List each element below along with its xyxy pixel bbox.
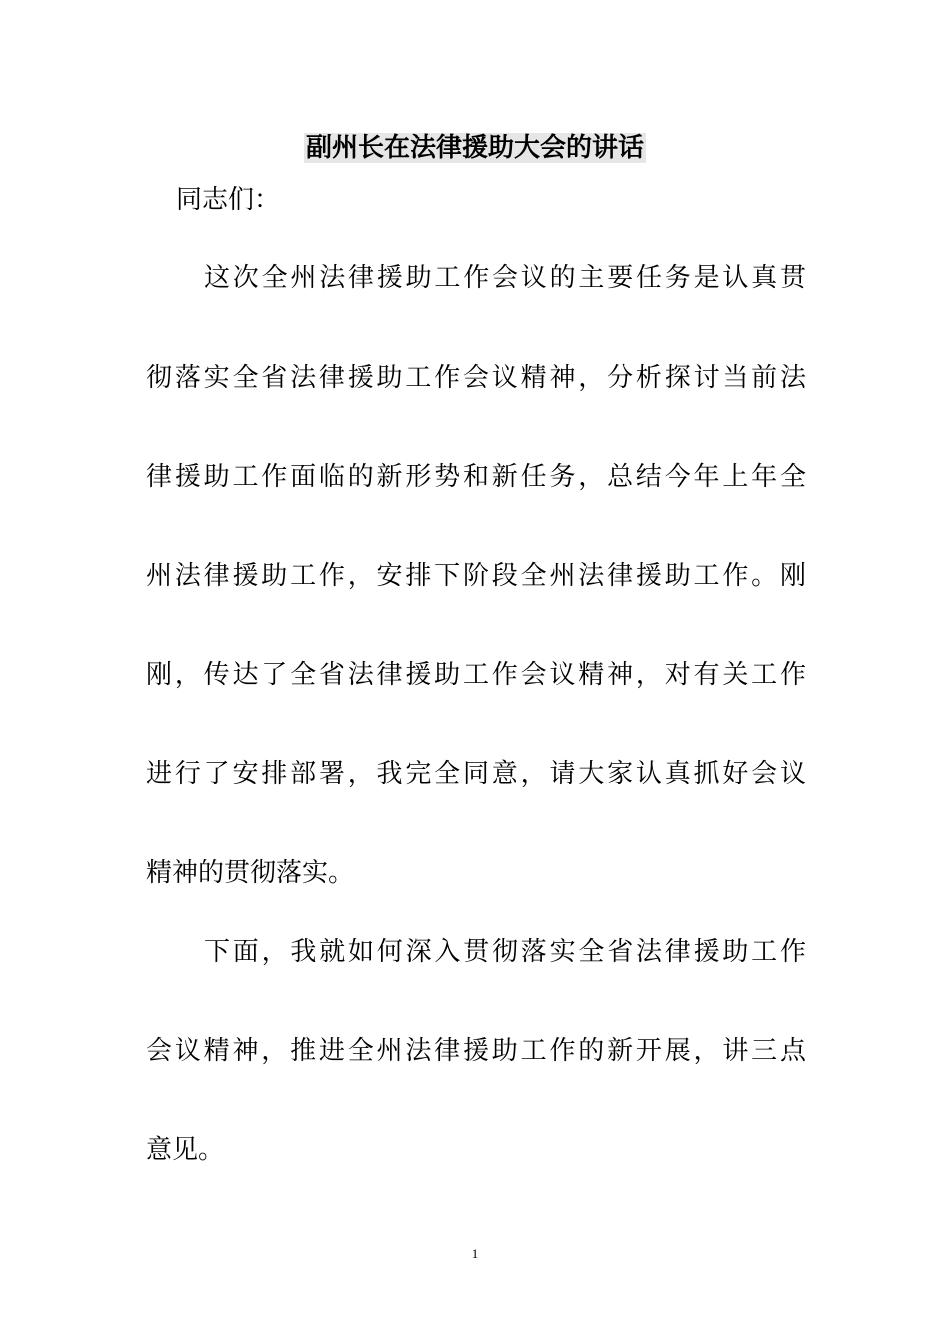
paragraph-1-line-5: 刚，传达了全省法律援助工作会议精神，对有关工作 (146, 660, 806, 690)
paragraph-2-line-2: 会议精神，推进全州法律援助工作的新开展，讲三点 (146, 1036, 806, 1066)
document-title (0, 128, 950, 168)
paragraph-1-line-1: 这次全州法律援助工作会议的主要任务是认真贯 (204, 263, 806, 293)
paragraph-2-line-1: 下面，我就如何深入贯彻落实全省法律援助工作 (204, 937, 806, 967)
paragraph-1-line-4: 州法律援助工作，安排下阶段全州法律援助工作。刚 (146, 561, 806, 591)
paragraph-1-line-3: 律援助工作面临的新形势和新任务，总结今年上年全 (146, 462, 806, 492)
paragraph-1-line-6: 进行了安排部署，我完全同意，请大家认真抓好会议 (146, 759, 806, 789)
document-title-text: 副州长在法律援助大会的讲话 (305, 133, 644, 163)
paragraph-2-line-3: 意见。 (146, 1135, 225, 1165)
paragraph-1-line-7: 精神的贯彻落实。 (146, 858, 355, 888)
paragraph-1-line-2: 彻落实全省法律援助工作会议精神，分析探讨当前法 (146, 363, 806, 393)
page-number: 1 (471, 1246, 479, 1261)
salutation: 同志们： (176, 185, 281, 215)
